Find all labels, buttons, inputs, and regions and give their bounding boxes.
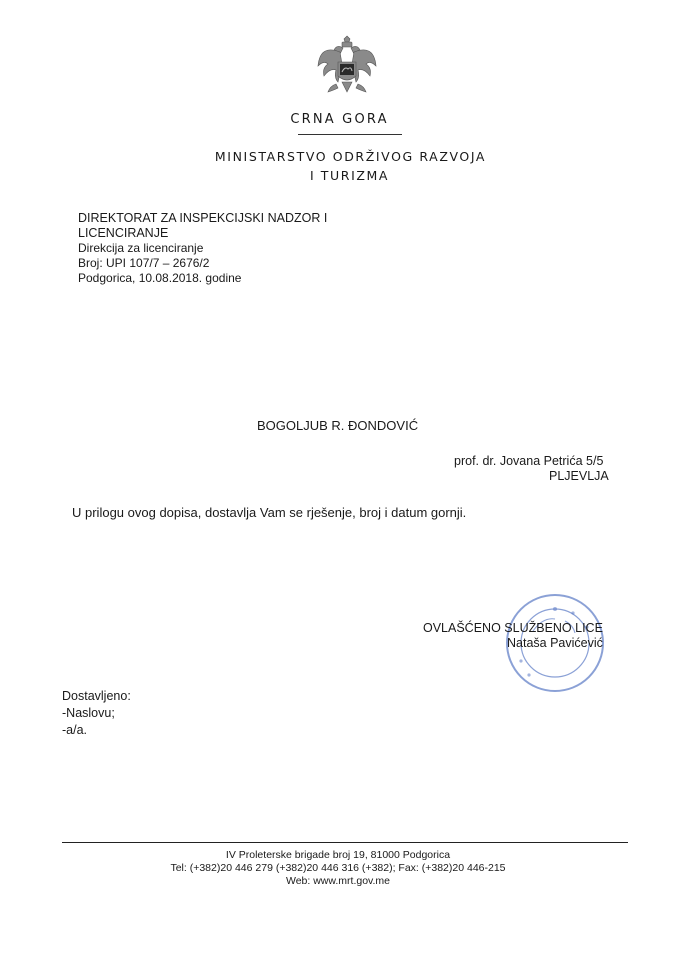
footer-web: Web: www.mrt.gov.me xyxy=(285,875,391,887)
header-divider xyxy=(298,134,402,135)
recipient-street: prof. dr. Jovana Petrića 5/5 xyxy=(454,454,604,468)
letter-body: U prilogu ovog dopisa, dostavlja Vam se rješenje, broj i datum gornji. xyxy=(72,505,467,520)
recipient-name: BOGOLJUB R. ĐONDOVIĆ xyxy=(257,418,419,433)
sender-block xyxy=(78,211,327,286)
signatory-title: OVLAŠĆENO SLUŽBENO LICE xyxy=(423,621,603,635)
ministry-name xyxy=(0,147,679,185)
delivered-item: -Naslovu; xyxy=(62,706,115,720)
montenegro-coat-of-arms-icon xyxy=(316,34,378,96)
place-date: Podgorica, 10.08.2018. godine xyxy=(78,271,242,285)
delivered-item: -a/a. xyxy=(62,723,88,737)
ministry-line-1: MINISTARSTVO ODRŽIVOG RAZVOJA xyxy=(214,149,487,164)
signatory-name: Nataša Pavićević xyxy=(507,636,603,650)
reference-number: Broj: UPI 107/7 – 2676/2 xyxy=(78,256,210,270)
directorate-line-1: DIREKTORAT ZA INSPEKCIJSKI NADZOR I xyxy=(78,211,328,225)
signature-block xyxy=(423,621,603,651)
directorate-line-2: LICENCIRANJE xyxy=(78,226,169,240)
footer xyxy=(100,849,576,888)
footer-phones: Tel: (+382)20 446 279 (+382)20 446 316 (+382); Fax: (+382)20 446-215 xyxy=(170,862,506,874)
country-name: CRNA GORA xyxy=(290,112,389,127)
delivered-label: Dostavljeno: xyxy=(62,689,131,703)
recipient-city: PLJEVLJA xyxy=(549,469,609,483)
delivered-list xyxy=(62,688,131,739)
footer-address: IV Proleterske brigade broj 19, 81000 Podgorica xyxy=(225,849,451,861)
footer-divider xyxy=(62,842,628,843)
department: Direkcija za licenciranje xyxy=(78,241,204,255)
recipient-address xyxy=(454,454,609,484)
ministry-line-2: I TURIZMA xyxy=(309,168,390,183)
